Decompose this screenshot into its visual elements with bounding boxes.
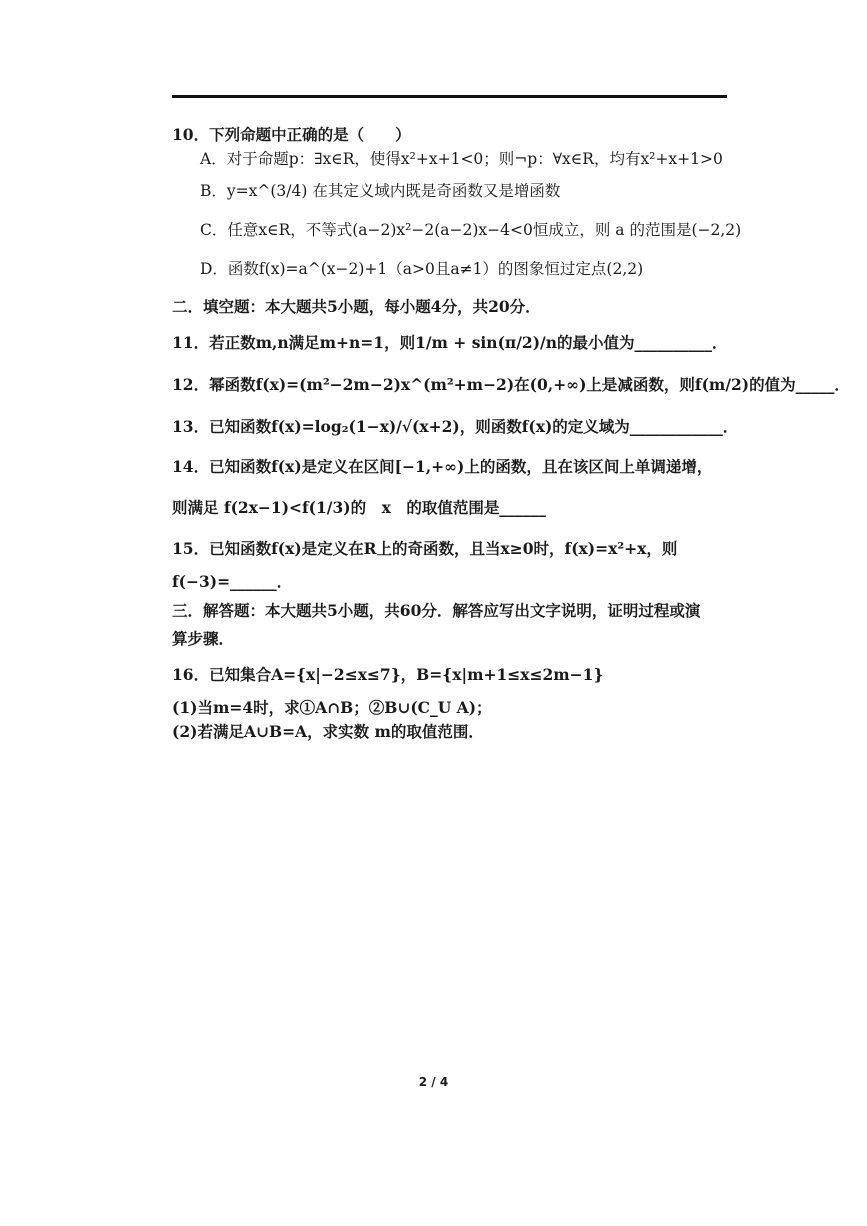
question-10-option-d: D．函数f(x)=a^(x−2)+1（a>0且a≠1）的图象恒过定点(2,2) [200, 260, 644, 278]
question-16-part-2: (2)若满足A∪B=A，求实数 m的取值范围． [172, 722, 484, 741]
question-11: 11．若正数m,n满足m+n=1，则1/m + sin(π/2)/n的最小值为__________． [172, 333, 728, 352]
question-15-line-2: f(−3)=______． [172, 572, 293, 591]
header-rule [172, 95, 727, 98]
question-10-option-a: A．对于命题p：∃x∈R，使得x²+x+1<0；则¬p：∀x∈R，均有x²+x+1>0 [200, 150, 723, 168]
question-10-option-b: B．y=x^(3/4) 在其定义域内既是奇函数又是增函数 [200, 182, 561, 200]
question-14-line-2: 则满足 f(2x−1)<f(1/3)的 x 的取值范围是______ [172, 498, 546, 517]
question-10-option-c: C．任意x∈R，不等式(a−2)x²−2(a−2)x−4<0恒成立，则 a 的范围是(−2,2) [200, 221, 742, 239]
page-number: 2 / 4 [418, 1075, 449, 1089]
question-16: 16．已知集合A={x|−2≤x≤7}，B={x|m+1≤x≤2m−1} [172, 665, 604, 684]
question-15-line-1: 15．已知函数f(x)是定义在R上的奇函数，且当x≥0时，f(x)=x²+x，则 [172, 539, 678, 558]
section-3-heading-line-1: 三．解答题：本大题共5小题，共60分．解答应写出文字说明，证明过程或演 [172, 601, 701, 620]
section-3-heading-line-2: 算步骤． [172, 629, 235, 648]
question-16-part-1: (1)当m=4时，求①A∩B；②B∪(C_U A)； [172, 698, 492, 717]
question-12: 12．幂函数f(x)=(m²−2m−2)x^(m²+m−2)在(0,+∞)上是减函数，则f(m/2)的值为_____． [172, 375, 850, 394]
question-14-line-1: 14．已知函数f(x)是定义在区间[−1,+∞)上的函数，且在该区间上单调递增， [172, 457, 713, 476]
section-2-heading: 二．填空题：本大题共5小题，每小题4分，共20分． [172, 297, 541, 316]
question-10: 10．下列命题中正确的是（ ） [172, 125, 411, 144]
question-13: 13．已知函数f(x)=log₂(1−x)/√(x+2)，则函数f(x)的定义域为____________． [172, 417, 739, 436]
